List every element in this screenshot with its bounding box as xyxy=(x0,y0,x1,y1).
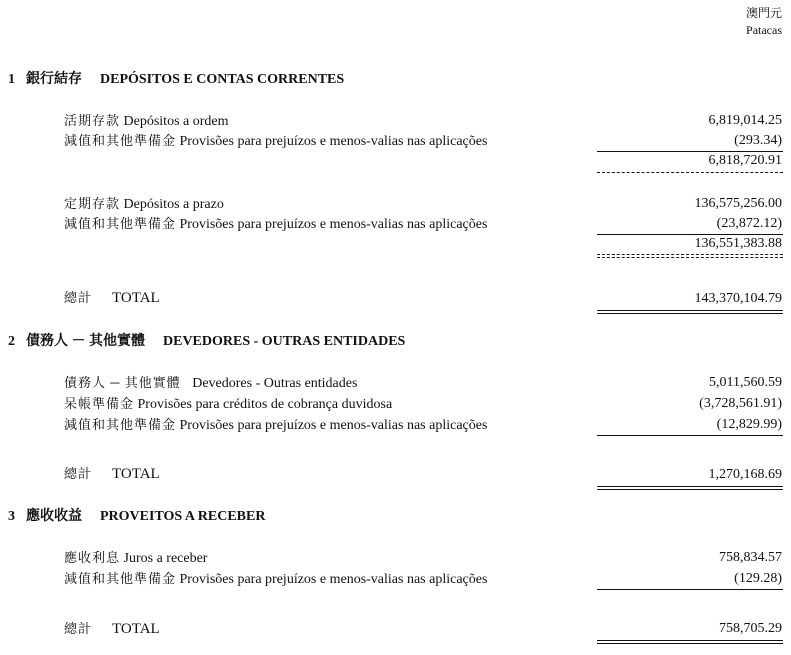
subtotal-underline xyxy=(597,254,783,255)
total-double-underline xyxy=(597,640,783,641)
item-value: 5,011,560.59 xyxy=(709,375,782,390)
line-item-label xyxy=(64,132,487,151)
total-label xyxy=(64,289,160,308)
total-double-underline-second xyxy=(597,313,783,314)
item-label-pt: Provisões para prejuízos e menos-valias nas aplicações xyxy=(179,572,488,587)
section-title-zh: 債務人 － 其他實體 xyxy=(26,334,145,349)
item-label-pt: Juros a receber xyxy=(123,551,208,566)
total-label-zh: 總計 xyxy=(64,290,93,305)
item-value: 136,575,256.00 xyxy=(694,196,782,211)
item-label-pt: Provisões para créditos de cobrança duvidosa xyxy=(137,397,393,412)
total-double-underline xyxy=(597,486,783,487)
total-double-underline xyxy=(597,310,783,311)
line-item-label xyxy=(64,549,207,568)
item-label-pt: Devedores - Outras entidades xyxy=(192,376,358,391)
total-double-underline-second xyxy=(597,643,783,644)
subtotal-value: 136,551,383.88 xyxy=(694,236,782,251)
section-title-pt: DEVEDORES - OUTRAS ENTIDADES xyxy=(163,334,406,349)
total-label-pt: TOTAL xyxy=(112,466,160,482)
item-value: (3,728,561.91) xyxy=(699,396,782,411)
section-1-heading xyxy=(8,71,344,89)
item-label-zh: 減值和其他準備金 xyxy=(64,133,177,148)
total-label xyxy=(64,465,160,484)
subtotal-rule xyxy=(597,435,783,436)
section-title-zh: 應收收益 xyxy=(26,509,82,524)
total-value: 1,270,168.69 xyxy=(708,467,782,482)
line-item-label xyxy=(64,374,357,393)
total-value: 758,705.29 xyxy=(719,621,782,636)
total-label-pt: TOTAL xyxy=(112,290,160,306)
line-item-label xyxy=(64,195,224,214)
total-label-pt: TOTAL xyxy=(112,621,160,637)
total-value: 143,370,104.79 xyxy=(694,291,782,306)
line-item-label xyxy=(64,395,392,414)
line-item-label xyxy=(64,215,487,234)
item-label-zh: 呆帳準備金 xyxy=(64,396,135,411)
subtotal-underline-second xyxy=(597,257,783,258)
total-label-zh: 總計 xyxy=(64,466,93,481)
subtotal-value: 6,818,720.91 xyxy=(708,153,782,168)
item-label-zh: 減值和其他準備金 xyxy=(64,571,177,586)
section-title-pt: PROVEITOS A RECEBER xyxy=(100,509,266,524)
section-title-pt: DEPÓSITOS E CONTAS CORRENTES xyxy=(100,72,345,87)
item-label-zh: 應收利息 xyxy=(64,550,121,565)
section-number: 1 xyxy=(8,72,15,87)
currency-label-zh: 澳門元 xyxy=(745,6,782,20)
item-value: (12,829.99) xyxy=(716,417,782,432)
total-double-underline-second xyxy=(597,489,783,490)
item-value: (293.34) xyxy=(734,133,782,148)
section-3-heading xyxy=(8,508,265,526)
item-label-zh: 減值和其他準備金 xyxy=(64,417,177,432)
section-number: 3 xyxy=(8,509,15,524)
item-value: (129.28) xyxy=(734,571,782,586)
line-item-label xyxy=(64,570,487,589)
subtotal-underline xyxy=(597,172,783,173)
line-item-label xyxy=(64,112,229,131)
total-label xyxy=(64,620,160,639)
line-item-label xyxy=(64,416,487,435)
section-number: 2 xyxy=(8,334,15,349)
item-value: (23,872.12) xyxy=(716,216,782,231)
item-label-zh: 活期存款 xyxy=(64,113,121,128)
item-label-zh: 減值和其他準備金 xyxy=(64,216,177,231)
item-label-pt: Provisões para prejuízos e menos-valias nas aplicações xyxy=(179,134,488,149)
item-label-pt: Provisões para prejuízos e menos-valias nas aplicações xyxy=(179,418,488,433)
item-value: 6,819,014.25 xyxy=(708,113,782,128)
section-title-zh: 銀行結存 xyxy=(26,72,82,87)
subtotal-rule xyxy=(597,589,783,590)
section-2-heading xyxy=(8,333,405,351)
item-label-pt: Provisões para prejuízos e menos-valias nas aplicações xyxy=(179,217,488,232)
item-label-pt: Depósitos a prazo xyxy=(123,197,224,212)
item-label-pt: Depósitos a ordem xyxy=(123,114,229,129)
item-value: 758,834.57 xyxy=(719,550,782,565)
currency-label-pt: Patacas xyxy=(746,23,782,37)
item-label-zh: 定期存款 xyxy=(64,196,121,211)
total-label-zh: 總計 xyxy=(64,621,93,636)
item-label-zh: 債務人 ─ 其他實體 xyxy=(64,375,181,390)
